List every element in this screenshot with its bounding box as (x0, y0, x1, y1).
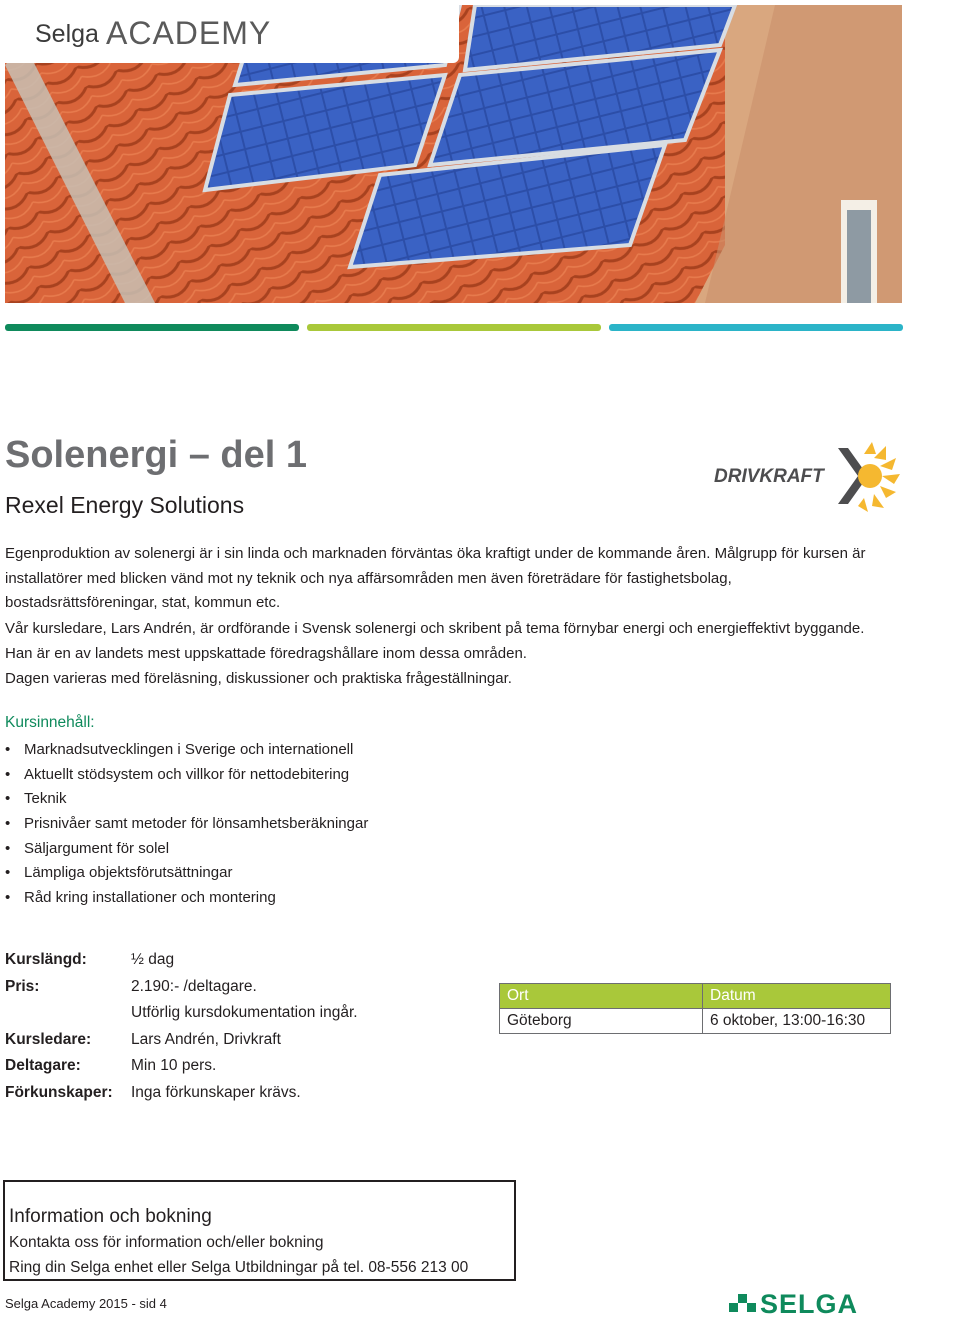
column-header-location: Ort (500, 984, 703, 1009)
table-header-row (500, 984, 891, 1009)
schedule-table (499, 983, 891, 1034)
course-content-heading: Kursinnehåll: (5, 714, 95, 731)
drivkraft-logo (712, 440, 902, 512)
selga-logo (728, 1290, 903, 1316)
table-row (500, 1009, 891, 1034)
divider-bar-green (5, 324, 299, 331)
format-paragraph: Dagen varieras med föreläsning, diskussioner och praktiska frågeställningar. (5, 670, 512, 687)
booking-info-line: Kontakta oss för information och/eller bokning (9, 1234, 324, 1251)
divider-bar-lime (307, 324, 601, 331)
list-item: • Marknadsutvecklingen i Sverige och internationell (5, 741, 354, 758)
list-item: • Prisnivåer samt metoder för lönsamhetsberäkningar (5, 815, 369, 833)
cell-location: Göteborg (500, 1009, 703, 1034)
course-title: Solenergi – del 1 (5, 434, 307, 476)
cell-date: 6 oktober, 13:00-16:30 (703, 1009, 891, 1034)
list-item: • Lämpliga objektsförutsättningar (5, 864, 233, 882)
list-item: • Teknik (5, 790, 67, 808)
intro-paragraph: Egenproduktion av solenergi är i sin linda och marknaden förväntas öka kraftigt under de kommande åren. Målgrupp för kursen är installatörer med blicken vänd mot ny teknik och nya affärsområden men även företrädare för fastighetsbolag, bostadsrättsföreningar, stat, kommun etc. (5, 545, 866, 611)
list-item: • Råd kring installationer och montering (5, 889, 276, 907)
column-header-date: Datum (703, 984, 891, 1009)
price-note: Utförlig kursdokumentation ingår. (131, 1004, 358, 1021)
instructor-value: Lars Andrén, Drivkraft (131, 1031, 281, 1048)
list-item: • Aktuellt stödsystem och villkor för nettodebitering (5, 765, 350, 783)
duration-label: Kurslängd: (5, 951, 87, 968)
instructor-label: Kursledare: (5, 1031, 92, 1048)
price-label: Pris: (5, 978, 40, 995)
course-subtitle: Rexel Energy Solutions (5, 492, 245, 518)
participants-label: Deltagare: (5, 1057, 81, 1074)
prerequisites-label: Förkunskaper: (5, 1084, 113, 1101)
price-value: 2.190:- /deltagare. (131, 978, 257, 995)
divider-bar-teal (609, 324, 903, 331)
selga-mark-icon (729, 1294, 756, 1312)
page-footer: Selga Academy 2015 - sid 4 (5, 1296, 167, 1311)
course-content-list (5, 738, 368, 911)
drivkraft-logo-text: DRIVKRAFT (714, 466, 824, 487)
brand-suffix: ACADEMY (106, 15, 272, 51)
duration-value: ½ dag (131, 951, 175, 968)
list-item: • Säljargument för solel (5, 839, 170, 857)
prerequisites-value: Inga förkunskaper krävs. (131, 1084, 301, 1101)
booking-info-phone: Ring din Selga enhet eller Selga Utbildningar på tel. 08-556 213 00 (9, 1259, 469, 1276)
brand-prefix: Selga (35, 20, 99, 48)
selga-logo-text: SELGA (760, 1290, 859, 1316)
participants-value: Min 10 pers. (131, 1057, 217, 1074)
sun-icon (838, 442, 900, 512)
booking-info-title: Information och bokning (9, 1206, 212, 1227)
instructor-paragraph: Vår kursledare, Lars Andrén, är ordförande i Svensk solenergi och skribent på tema förnybar energi och energieffektivt byggande. Han är en av landets mest uppskattade föredragshållare inom dessa områden. (5, 620, 865, 662)
